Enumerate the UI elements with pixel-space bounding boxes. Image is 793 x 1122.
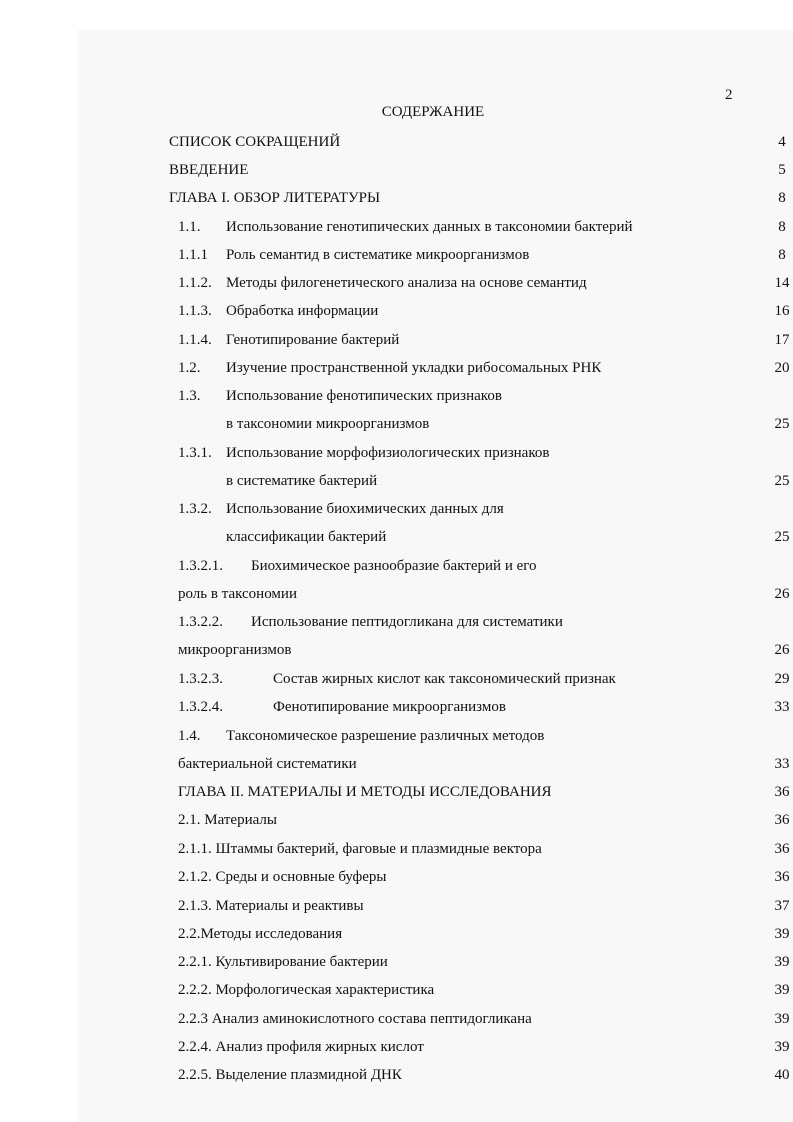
toc-entry-page: 33 (774, 699, 790, 715)
toc-entry-page: 17 (774, 332, 790, 348)
toc-entry-number: 1.3.2.3. (178, 671, 223, 687)
toc-entry-page: 16 (774, 303, 790, 319)
toc-entry-text: 2.1.1. Штаммы бактерий, фаговые и плазмидные вектора (178, 841, 542, 857)
toc-entry-page: 36 (774, 784, 790, 800)
toc-entry-page: 39 (774, 982, 790, 998)
toc-entry-text: Таксономическое разрешение различных методов (226, 728, 545, 744)
toc-entry-page: 25 (774, 416, 790, 432)
toc-entry-number: 1.4. (178, 728, 201, 744)
toc-entry-text: ГЛАВА II. МАТЕРИАЛЫ И МЕТОДЫ ИССЛЕДОВАНИЯ (178, 784, 552, 800)
toc-entry-text: 2.1. Материалы (178, 812, 277, 828)
toc-entry-page: 4 (778, 134, 786, 150)
toc-entry-text: 2.2.2. Морфологическая характеристика (178, 982, 435, 998)
toc-entry-page: 25 (774, 529, 790, 545)
toc-entry-page: 26 (774, 642, 790, 658)
toc-entry-page: 8 (778, 219, 786, 235)
toc-entry-text: Использование пептидогликана для систематики (251, 614, 563, 630)
toc-entry-text: СПИСОК СОКРАЩЕНИЙ (169, 134, 341, 150)
toc-entry-text: Использование генотипических данных в таксономии бактерий (226, 219, 633, 235)
toc-entry-number: 1.1.4. (178, 332, 212, 348)
toc-entry-text: 2.1.2. Среды и основные буферы (178, 869, 387, 885)
toc-entry-number: 1.1.1 (178, 247, 208, 263)
toc-entry-number: 1.3.2. (178, 501, 212, 517)
toc-entry-page: 39 (774, 954, 790, 970)
toc-entry-page: 36 (774, 812, 790, 828)
toc-entry-number: 1.3. (178, 388, 201, 404)
toc-entry-continuation: роль в таксономии (178, 586, 297, 602)
toc-entry-continuation: классификации бактерий (226, 529, 387, 545)
toc-entry-continuation: в систематике бактерий (226, 473, 378, 489)
toc-entry-text: 2.2.3 Анализ аминокислотного состава пептидогликана (178, 1011, 532, 1027)
toc-entry-text: Роль семантид в систематике микроорганизмов (226, 247, 530, 263)
toc-entry-continuation: микроорганизмов (178, 642, 292, 658)
toc-entry-page: 5 (778, 162, 786, 178)
toc-entry-page: 26 (774, 586, 790, 602)
toc-entry-page: 8 (778, 247, 786, 263)
toc-entry-page: 8 (778, 190, 786, 206)
toc-entry-text: 2.1.3. Материалы и реактивы (178, 898, 364, 914)
toc-entry-text: Генотипирование бактерий (226, 332, 400, 348)
toc-entry-number: 1.3.1. (178, 445, 212, 461)
toc-entry-page: 29 (774, 671, 790, 687)
toc-entry-page: 25 (774, 473, 790, 489)
toc-entry-page: 39 (774, 926, 790, 942)
toc-entry-number: 1.1. (178, 219, 201, 235)
toc-entry-continuation: в таксономии микроорганизмов (226, 416, 430, 432)
toc-entry-text: 2.2.1. Культивирование бактерии (178, 954, 388, 970)
toc-entry-text: Состав жирных кислот как таксономический признак (273, 671, 616, 687)
toc-entry-text: Использование биохимических данных для (226, 501, 504, 517)
toc-entry-text: 2.2.4. Анализ профиля жирных кислот (178, 1039, 424, 1055)
toc-entry-page: 36 (774, 869, 790, 885)
toc-title: СОДЕРЖАНИЕ (381, 104, 485, 120)
toc-entry-text: ВВЕДЕНИЕ (169, 162, 249, 178)
toc-entry-number: 1.3.2.4. (178, 699, 223, 715)
toc-entry-text: 2.2.Методы исследования (178, 926, 343, 942)
toc-entry-continuation: бактериальной систематики (178, 756, 357, 772)
toc-entry-page: 36 (774, 841, 790, 857)
toc-entry-page: 40 (774, 1067, 790, 1083)
toc-entry-text: Биохимическое разнообразие бактерий и его (251, 558, 537, 574)
toc-entry-number: 1.3.2.2. (178, 614, 223, 630)
toc-entry-number: 1.2. (178, 360, 201, 376)
toc-entry-number: 1.3.2.1. (178, 558, 223, 574)
page-number: 2 (725, 87, 733, 103)
toc-entry-number: 1.1.2. (178, 275, 212, 291)
toc-entry-number: 1.1.3. (178, 303, 212, 319)
toc-entry-page: 20 (774, 360, 790, 376)
toc-entry-page: 33 (774, 756, 790, 772)
toc-entry-text: Использование фенотипических признаков (226, 388, 502, 404)
document-page (78, 30, 793, 1122)
toc-entry-page: 14 (774, 275, 790, 291)
toc-entry-text: Использование морфофизиологических признаков (226, 445, 550, 461)
toc-entry-text: Обработка информации (226, 303, 379, 319)
toc-entry-text: Изучение пространственной укладки рибосомальных РНК (226, 360, 602, 376)
toc-entry-text: Методы филогенетического анализа на основе семантид (226, 275, 587, 291)
toc-entry-text: Фенотипирование микроорганизмов (273, 699, 506, 715)
toc-entry-text: 2.2.5. Выделение плазмидной ДНК (178, 1067, 402, 1083)
toc-entry-page: 39 (774, 1039, 790, 1055)
toc-entry-page: 39 (774, 1011, 790, 1027)
toc-entry-text: ГЛАВА I. ОБЗОР ЛИТЕРАТУРЫ (169, 190, 381, 206)
toc-entry-page: 37 (774, 898, 790, 914)
